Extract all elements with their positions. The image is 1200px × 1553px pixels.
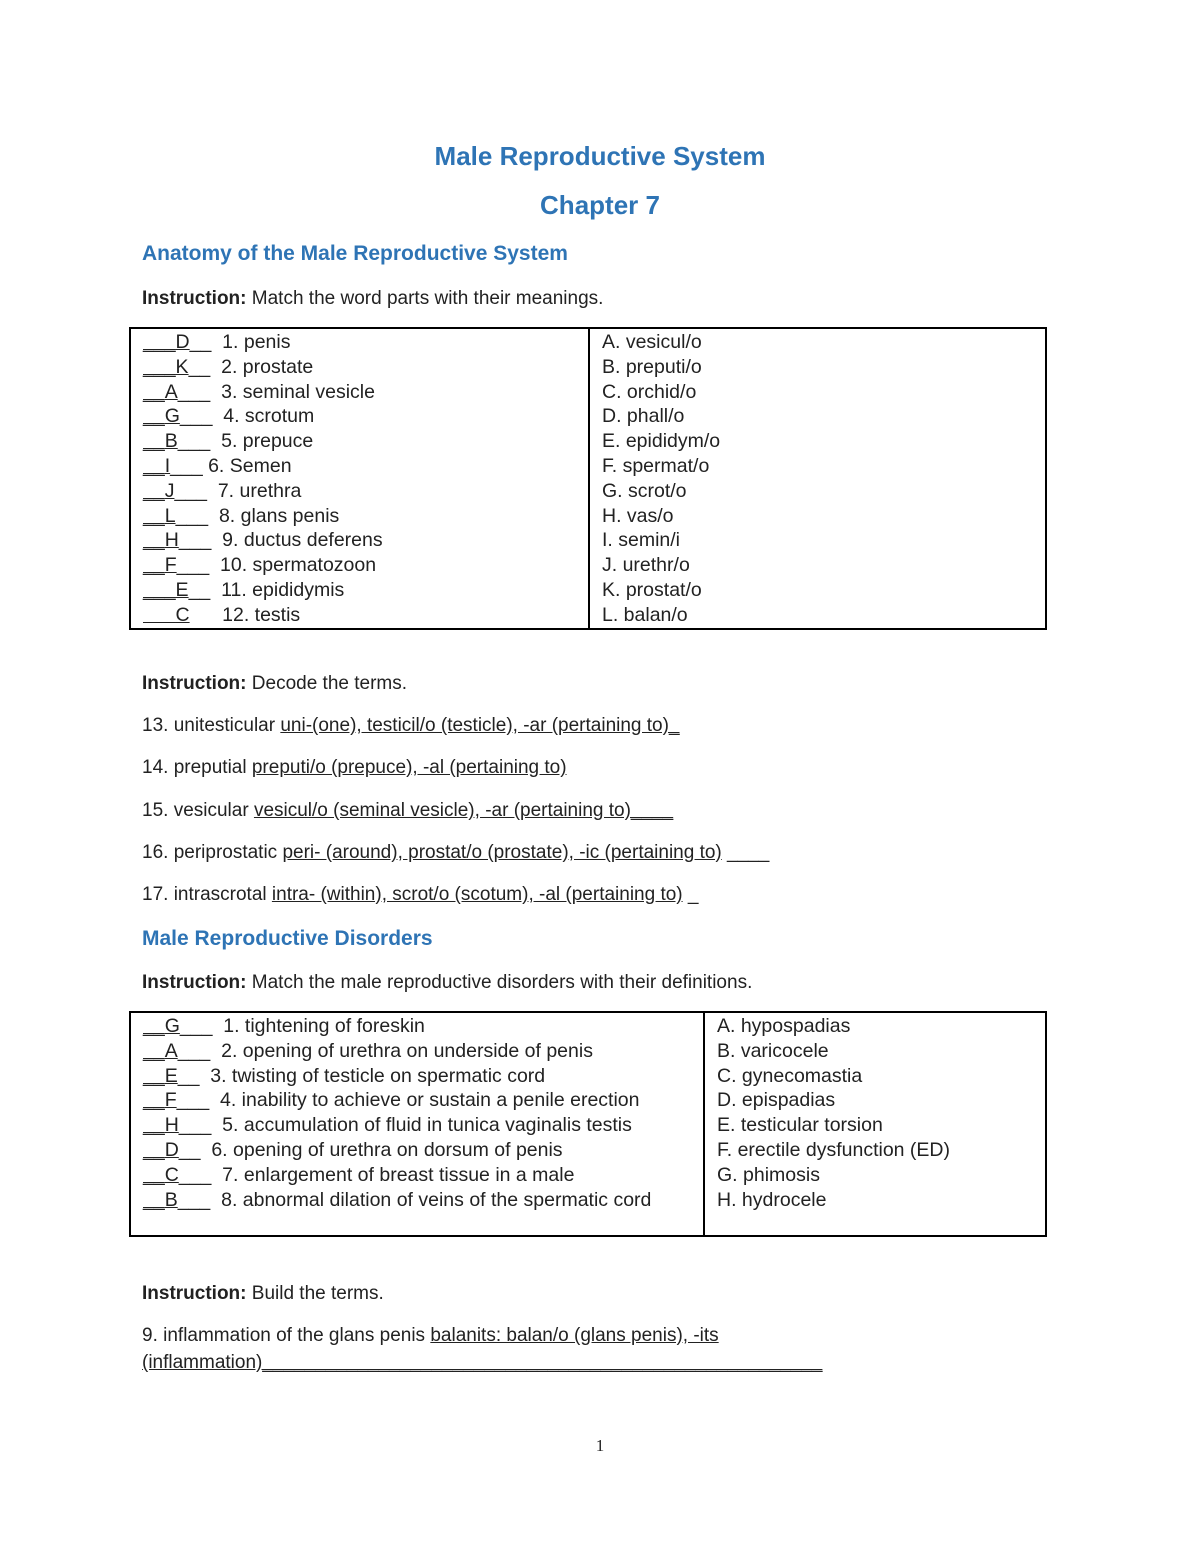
decode-term: 13. unitesticular <box>142 715 281 736</box>
match-row <box>143 1138 703 1163</box>
match-option: F. erectile dysfunction (ED) <box>717 1138 951 1161</box>
match-item-text: 6. opening of urethra on dorsum of penis <box>211 1138 563 1161</box>
answer-blank: ___ <box>143 578 176 601</box>
document-title: Male Reproductive System <box>434 141 766 171</box>
answer-blank: __ <box>143 1015 165 1037</box>
match-option: K. prostat/o <box>602 578 702 601</box>
answer-blank: ___ <box>179 1015 224 1037</box>
anatomy-matching-table <box>129 327 1047 630</box>
match-item-text: 2. opening of urethra on underside of penis <box>221 1039 593 1062</box>
match-row <box>143 1039 703 1064</box>
instruction-text: Match the word parts with their meanings. <box>246 288 604 309</box>
match-row <box>143 429 588 454</box>
answer-letter: F <box>164 554 177 577</box>
match-option: B. varicocele <box>717 1039 829 1062</box>
anatomy-terms-column <box>130 328 589 629</box>
match-item-text: 12. testis <box>222 603 301 626</box>
match-item-text: 11. epididymis <box>221 578 345 601</box>
match-option: B. preputi/o <box>602 355 702 378</box>
match-option: C. orchid/o <box>602 380 697 403</box>
answer-letter: C <box>164 1163 179 1186</box>
answer-blank: ___ <box>178 1114 223 1137</box>
disorders-definitions-column <box>130 1012 704 1236</box>
answer-blank: __ <box>143 1138 165 1161</box>
match-option: D. phall/o <box>602 405 685 428</box>
decode-answer: peri- (around), prostat/o (prostate), -ic (pertaining to) <box>282 842 722 863</box>
instruction-match-disorders <box>142 972 752 994</box>
match-item-text: 6. Semen <box>208 454 292 477</box>
match-item-text: 5. prepuce <box>221 430 314 453</box>
instruction-label: Instruction: <box>142 1283 247 1304</box>
answer-blank: __ <box>143 1163 165 1186</box>
match-row <box>143 479 588 504</box>
instruction-text: Decode the terms. <box>246 673 408 694</box>
match-row <box>143 528 588 553</box>
match-row <box>143 1113 703 1138</box>
answer-blank: ___ <box>179 405 224 428</box>
instruction-text: Build the terms. <box>246 1283 384 1304</box>
section-heading-disorders: Male Reproductive Disorders <box>142 927 433 950</box>
section-heading-anatomy: Anatomy of the Male Reproductive System <box>142 242 568 265</box>
answer-blank: ___ <box>177 430 222 453</box>
answer-blank: ___ <box>170 454 209 477</box>
match-option: G. scrot/o <box>602 479 687 502</box>
anatomy-word-parts-column <box>589 328 1046 629</box>
answer-blank: ___ <box>176 554 220 577</box>
match-row <box>143 1014 703 1039</box>
answer-blank: __ <box>143 554 165 577</box>
disorders-matching-table <box>129 1011 1047 1237</box>
match-row <box>143 603 588 628</box>
decode-item-15 <box>142 800 673 822</box>
answer-blank: __ <box>178 1138 212 1161</box>
answer-letter: F <box>164 1089 177 1112</box>
instruction-text: Match the male reproductive disorders with their definitions. <box>246 972 753 993</box>
answer-letter: J <box>164 479 175 502</box>
answer-blank: ___ <box>174 479 218 502</box>
answer-blank: ___ <box>176 1089 220 1112</box>
answer-blank: __ <box>143 479 165 502</box>
match-row <box>143 380 588 405</box>
build-item-9 <box>142 1325 719 1347</box>
answer-blank: __ <box>177 1064 211 1087</box>
decode-item-13 <box>142 715 680 737</box>
match-item-text: 8. abnormal dilation of veins of the spermatic cord <box>221 1188 652 1211</box>
answer-blank: ___ <box>178 529 223 552</box>
decode-item-14 <box>142 757 567 779</box>
instruction-build <box>142 1283 384 1305</box>
match-row <box>143 504 588 529</box>
answer-blank: __ <box>143 1039 165 1062</box>
match-option: I. semin/i <box>602 529 681 552</box>
decode-term: 14. preputial <box>142 757 252 778</box>
instruction-match-anatomy <box>142 288 603 310</box>
match-option: G. phimosis <box>717 1163 820 1186</box>
answer-letter: B <box>164 1188 178 1211</box>
build-answer: balanits: balan/o (glans penis), -its <box>430 1325 719 1346</box>
answer-blank: ___ <box>178 1163 223 1186</box>
match-option: L. balan/o <box>602 603 688 626</box>
match-row <box>143 1088 703 1113</box>
answer-letter: G <box>164 405 180 428</box>
match-row <box>143 454 588 479</box>
match-row <box>143 1163 703 1188</box>
answer-letter: D <box>164 1138 179 1161</box>
match-row <box>143 355 588 380</box>
build-term: 9. inflammation of the glans penis <box>142 1325 431 1346</box>
answer-blank: __ <box>189 331 223 353</box>
match-row <box>143 330 588 355</box>
answer-blank: ___ <box>177 1188 222 1211</box>
answer-blank: __ <box>143 504 165 527</box>
match-item-text: 10. spermatozoon <box>220 554 377 577</box>
answer-letter: H <box>164 529 179 552</box>
decode-term: 15. vesicular <box>142 800 254 821</box>
answer-blank: __ <box>143 430 165 453</box>
match-option: J. urethr/o <box>602 554 690 577</box>
answer-blank: ___ <box>143 331 176 353</box>
decode-answer: intra- (within), scrot/o (scotum), -al (pertaining to) <box>271 884 683 905</box>
match-row <box>143 404 588 429</box>
build-item-9-continued <box>142 1352 822 1374</box>
answer-blank: __ <box>143 380 165 403</box>
match-item-text: 7. enlargement of breast tissue in a male <box>222 1163 575 1186</box>
answer-letter: L <box>164 504 176 527</box>
answer-blank: ___ <box>177 1039 222 1062</box>
answer-blank <box>143 604 176 626</box>
match-option: D. epispadias <box>717 1089 836 1112</box>
match-item-text: 4. scrotum <box>223 405 315 428</box>
page-number: 1 <box>595 1436 605 1455</box>
answer-blank: __ <box>143 1188 165 1211</box>
answer-letter: A <box>164 380 178 403</box>
match-row <box>143 578 588 603</box>
answer-letter: E <box>175 578 189 601</box>
answer-letter: K <box>175 355 189 378</box>
answer-blank: __ <box>143 1089 165 1112</box>
instruction-label: Instruction: <box>142 673 247 694</box>
match-item-text: 7. urethra <box>217 479 302 502</box>
instruction-decode <box>142 673 407 695</box>
decode-answer: uni-(one), testicil/o (testicle), -ar (pertaining to)_ <box>280 715 680 736</box>
match-item-text: 1. penis <box>222 331 291 353</box>
answer-letter: A <box>164 1039 178 1062</box>
disorders-terms-column <box>704 1012 1046 1236</box>
match-option: C. gynecomastia <box>717 1064 863 1087</box>
answer-blank: __ <box>143 1064 165 1087</box>
match-option: H. hydrocele <box>717 1188 827 1211</box>
match-row <box>143 1064 703 1089</box>
match-item-text: 3. seminal vesicle <box>221 380 375 403</box>
match-option: H. vas/o <box>602 504 674 527</box>
match-item-text: 2. prostate <box>221 355 314 378</box>
answer-letter: H <box>164 1114 179 1137</box>
match-item-text: 5. accumulation of fluid in tunica vaginalis testis <box>222 1114 632 1137</box>
answer-blank: __ <box>143 529 165 552</box>
answer-letter: B <box>164 430 178 453</box>
answer-blank: __ <box>188 355 222 378</box>
match-option: E. testicular torsion <box>717 1114 883 1137</box>
answer-blank: __ <box>143 454 165 477</box>
decode-item-17 <box>142 884 699 906</box>
decode-tail: ____ <box>721 842 770 863</box>
decode-term: 17. intrascrotal <box>142 884 272 905</box>
answer-letter: C <box>175 603 190 626</box>
match-item-text: 1. tightening of foreskin <box>223 1015 425 1037</box>
match-option: F. spermat/o <box>602 454 710 477</box>
instruction-label: Instruction: <box>142 288 247 309</box>
match-option: A. vesicul/o <box>602 331 702 353</box>
answer-letter: I <box>164 454 171 477</box>
answer-blank <box>190 604 223 626</box>
answer-letter: E <box>164 1064 178 1087</box>
answer-blank: __ <box>143 405 165 428</box>
decode-answer: preputi/o (prepuce), -al (pertaining to) <box>251 757 567 778</box>
decode-answer: vesicul/o (seminal vesicle), -ar (pertaining to)____ <box>253 800 674 821</box>
answer-letter: D <box>175 331 190 353</box>
instruction-label: Instruction: <box>142 972 247 993</box>
answer-blank: ___ <box>177 380 222 403</box>
match-row <box>143 1188 703 1213</box>
answer-blank: ___ <box>175 504 219 527</box>
match-item-text: 3. twisting of testicle on spermatic cord <box>210 1064 546 1087</box>
match-row <box>143 553 588 578</box>
decode-tail: _ <box>682 884 699 905</box>
chapter-title: Chapter 7 <box>540 190 660 220</box>
answer-blank: __ <box>143 1114 165 1137</box>
build-answer-continued: (inflammation)_____________________________________________________ <box>142 1352 823 1373</box>
match-item-text: 4. inability to achieve or sustain a penile erection <box>220 1089 640 1112</box>
answer-letter: G <box>164 1015 180 1037</box>
answer-blank: ___ <box>143 355 176 378</box>
match-option: A. hypospadias <box>717 1015 851 1037</box>
decode-term: 16. periprostatic <box>142 842 283 863</box>
answer-blank: __ <box>188 578 222 601</box>
match-option: E. epididym/o <box>602 430 721 453</box>
match-item-text: 8. glans penis <box>218 504 340 527</box>
decode-item-16 <box>142 842 769 864</box>
match-item-text: 9. ductus deferens <box>222 529 383 552</box>
